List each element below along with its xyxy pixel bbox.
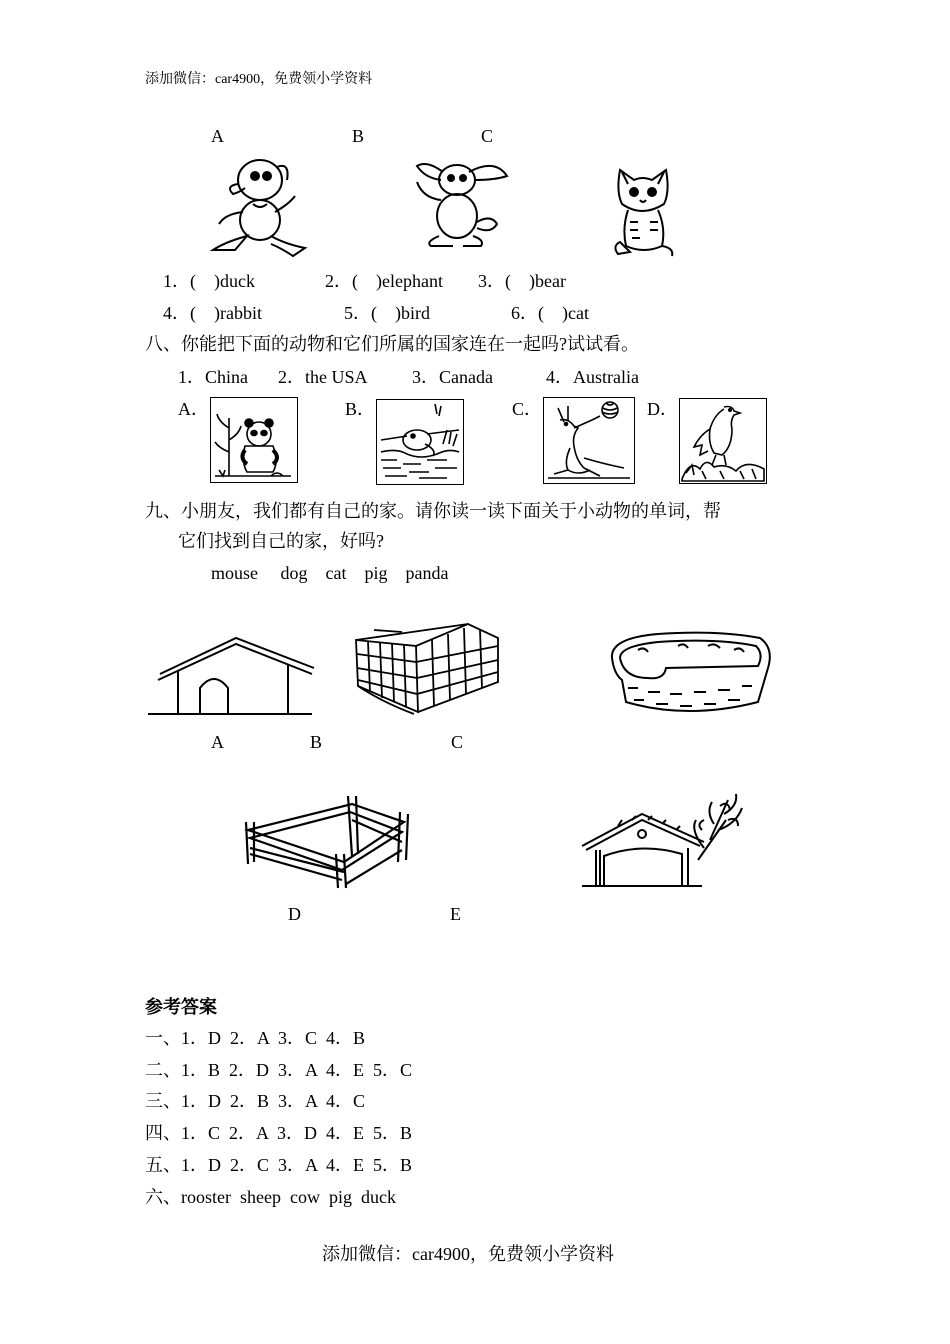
q9-letter-c: C xyxy=(451,732,464,752)
q9-letter-d: D xyxy=(288,904,301,924)
q7-item-3: 3．( )bear xyxy=(478,271,566,291)
basket-icon xyxy=(608,628,774,718)
answer-line-4: 四、1．C 2．A 3．D 4．E 5．B xyxy=(145,1123,413,1143)
doghouse-icon xyxy=(148,632,318,720)
q7-item-4: 4．( )rabbit xyxy=(163,303,262,323)
q9-title-line1: 九、小朋友，我们都有自己的家。请你读一读下面关于小动物的单词，帮 xyxy=(145,501,721,521)
q9-title-line2: 它们找到自己的家，好吗? xyxy=(178,531,384,551)
q9-letter-e: E xyxy=(450,904,461,924)
q7-item-2: 2．( )elephant xyxy=(325,271,443,291)
page-footer: 添加微信：car4900，免费领小学资料 xyxy=(322,1244,614,1264)
q8-country-4: 4．Australia xyxy=(546,367,639,387)
rabbit-icon xyxy=(405,158,520,250)
shelter-icon xyxy=(578,790,750,892)
q8-label-d: D． xyxy=(647,399,678,419)
q7-item-5: 5．( )bird xyxy=(344,303,430,323)
q7-item-6: 6．( )cat xyxy=(511,303,589,323)
q8-country-2: 2．the USA xyxy=(278,367,368,387)
q9-letter-b: B xyxy=(310,732,323,752)
kangaroo-icon xyxy=(543,397,635,484)
cat-icon xyxy=(608,162,678,260)
q7-item-1: 1．( )duck xyxy=(163,271,255,291)
eagle-icon xyxy=(679,398,767,484)
q8-label-c: C． xyxy=(512,399,543,419)
q9-words: mouse dog cat pig panda xyxy=(211,563,449,583)
beaver-icon xyxy=(376,399,464,485)
answer-line-1: 一、1．D 2．A 3．C 4．B xyxy=(145,1028,366,1048)
q8-country-3: 3．Canada xyxy=(412,367,493,387)
q7-letter-a: A xyxy=(211,126,224,146)
q8-label-b: B． xyxy=(345,399,376,419)
q8-title: 八、你能把下面的动物和它们所属的国家连在一起吗?试试看。 xyxy=(145,334,639,354)
panda-icon xyxy=(210,397,298,483)
q7-letter-b: B xyxy=(352,126,365,146)
q8-country-1: 1．China xyxy=(178,367,248,387)
answer-line-6: 六、rooster sheep cow pig duck xyxy=(145,1187,396,1207)
pen-icon xyxy=(242,792,414,892)
cage-icon xyxy=(352,622,502,722)
q7-letter-c: C xyxy=(481,126,494,146)
answers-heading: 参考答案 xyxy=(145,997,217,1017)
q9-letter-a: A xyxy=(211,732,224,752)
answer-line-5: 五、1．D 2．C 3．A 4．E 5．B xyxy=(145,1155,413,1175)
duck-icon xyxy=(205,152,310,260)
q8-label-a: A． xyxy=(178,399,209,419)
page-header: 添加微信：car4900，免费领小学资料 xyxy=(145,72,373,87)
answer-line-2: 二、1．B 2．D 3．A 4．E 5．C xyxy=(145,1060,413,1080)
answer-line-3: 三、1．D 2．B 3．A 4．C xyxy=(145,1091,366,1111)
